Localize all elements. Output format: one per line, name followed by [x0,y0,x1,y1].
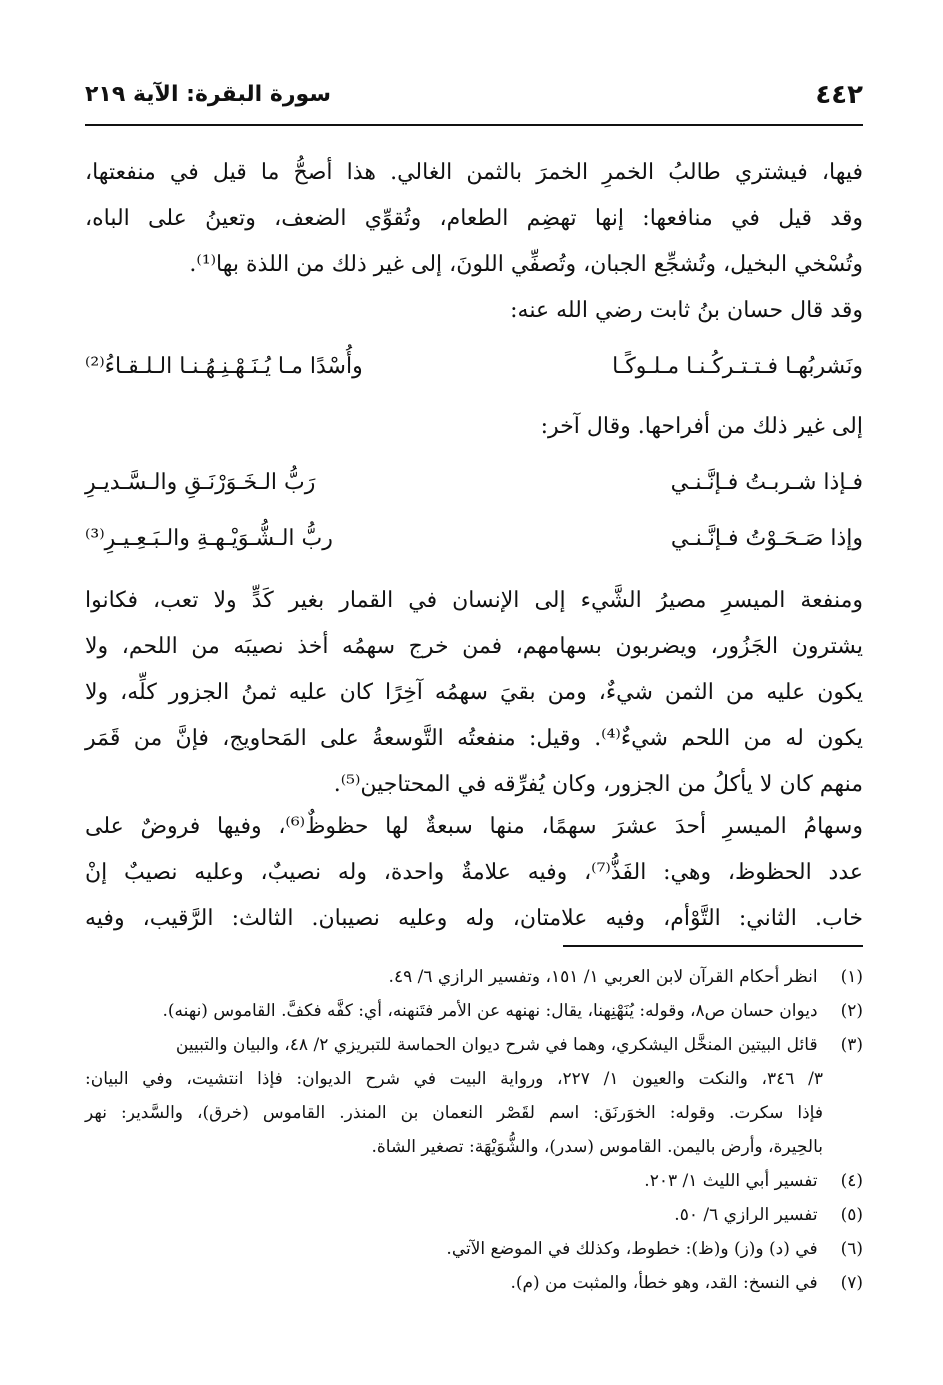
footnote-text: تفسير الرازي ٦/ ٥٠. [674,1205,818,1225]
footnote-text: ديوان حسان ص٨، وقوله: يُنَهْنِهنا، يقال: نهنهه عن الأمر فتَنهنه، أي: كفَّه فكفَّ. القاموس (نهنه). [162,1001,818,1021]
footnote-continuation: بالحِيرة، وأرض باليمن. القاموس (سدر)، والشُّوَيْهَة: تصغير الشاة. [371,1137,823,1157]
text-line: ومنفعة الميسرِ مصيرُ الشَّيء إلى الإنسان في القمار بغير كَدٍّ ولا تعب، فكانوا [85,588,863,613]
verse-3 [85,518,863,560]
text-line: وقد قال حسان بنُ ثابت رضي الله عنه: [510,298,863,323]
text-line: وسهامُ الميسرِ أحدَ عشرَ سهمًا، منها سبعةٌ لها حظوظٌ⁽⁶⁾، وفيها فروضٌ على [85,814,863,839]
text-line: خاب. الثاني: التَّوْأم، وفيه علامتان، وله وعليه نصيبان. الثالث: الرَّقيب، وفيه [85,906,863,931]
footnote [85,1198,863,1232]
footnote-number: (٤) [840,1171,863,1191]
footnotes [85,960,863,1300]
footnote-rule [563,945,863,947]
footnote-text: في النسخ: القد، وهو خطأ، والمثبت من (م). [510,1273,818,1293]
footnote-text: انظر أحكام القرآن لابن العربي ١/ ١٥١، وتفسير الرازي ٦/ ٤٩. [388,967,818,987]
footnote [85,1028,863,1062]
text-line: منهم كان لا يأكلُ من الجزور، وكان يُفرِّقه في المحتاجين⁽⁵⁾. [333,772,863,797]
text-line: يكون له من اللحم شيءٌ⁽⁴⁾. وقيل: منفعتُه التَّوسعةُ على المَحاويج، فإنَّ من قَمَر [85,726,863,751]
footnote [85,960,863,994]
text-line: يشترون الجَزُور، ويضربون بسهامهم، فمن خرج سهمُه أخذ نصيبَه من اللحم، ولا [85,634,864,659]
footnote-number: (٣) [840,1035,863,1055]
footnote [85,1266,863,1300]
text-line: فيها، فيشتري طالبُ الخمرِ الخمرَ بالثمن الغالي. هذا أصحُّ ما قيل في منفعتها، [85,160,863,185]
page-number: ٤٤٢ [815,80,863,110]
paragraph-3 [85,804,863,942]
verse-2 [85,462,863,504]
footnote-continuation: ٣/ ٣٤٦، والنكت والعيون ١/ ٢٢٧، ورواية البيت في شرح الديوان: فإذا انتشيت، وفي البيان: [85,1069,823,1089]
footnote-text: تفسير أبي الليث ١/ ٢٠٣. [644,1171,818,1191]
text-line: إلى غير ذلك من أفراحها. وقال آخر: [540,414,863,439]
text-line: عدد الحظوظ، وهي: الفَذُّ⁽⁷⁾، وفيه علامةٌ واحدة، وله نصيبٌ، وعليه نصيبٌ إنْ [85,860,863,885]
footnote-text: في (د) و(ز) و(ظ): خطوط، وكذلك في الموضع الآتي. [446,1239,818,1259]
bridge-paragraph [85,404,863,450]
footnote-number: (٧) [840,1273,863,1293]
paragraph-1 [85,150,863,334]
verse-first-hemistich: فـإذا شـربـتُ فـإنَّـنـي [670,470,863,495]
verse-first-hemistich: وإذا صَـحَـوْتُ فـإنَّـنـي [670,526,863,551]
footnote [85,994,863,1028]
verse-second-hemistich: ربُّ الـشُّـوَيْـهـةِ والـبَـعِـيـرِ⁽³⁾ [85,526,333,551]
footnote-number: (٥) [840,1205,863,1225]
paragraph-2 [85,578,863,808]
verse-second-hemistich: وأُسْدًا مـا يُـنَـهْـنِـهُـنـا الـلـقـاءُ⁽²⁾ [85,354,363,379]
footnote [85,1232,863,1266]
verse-second-hemistich: رَبُّ الـخَـوَرْنَـقِ والـسَّـديـرِ [85,470,316,495]
verse-first-hemistich: ونَشربُهـا فـتـتـركُـنـا مـلـوكًـا [612,354,863,379]
footnote [85,1164,863,1198]
footnote-number: (١) [840,967,863,987]
text-line: وتُسْخي البخيل، وتُشجِّع الجبان، وتُصفِّي اللونَ، إلى غير ذلك من اللذة بها⁽¹⁾. [189,252,863,277]
header-rule [85,124,863,126]
footnote-text: قائل البيتين المنخَّل اليشكري، وهما في شرح ديوان الحماسة للتبريزي ٢/ ٤٨، والبيان والتبيين [175,1035,818,1055]
text-line: يكون عليه من الثمن شيءٌ، ومن بقيَ سهمُه آخِرًا كان عليه ثمنُ الجزور كلِّه، ولا [85,680,863,705]
verse-1 [85,346,863,388]
footnote-continuation: فإذا سكرت. وقوله: الخوَرنَق: اسم لقَصْر النعمان بن المنذر. القاموس (خرق)، والسَّدير: نهر [85,1103,823,1123]
text-line: وقد قيل في منافعها: إنها تهضِم الطعام، وتُقوِّي الضعف، وتعينُ على الباه، [85,206,863,231]
page-header [85,78,863,118]
footnote-number: (٢) [840,1001,863,1021]
footnote-number: (٦) [840,1239,863,1259]
running-title: سورة البقرة: الآية ٢١٩ [85,82,331,107]
